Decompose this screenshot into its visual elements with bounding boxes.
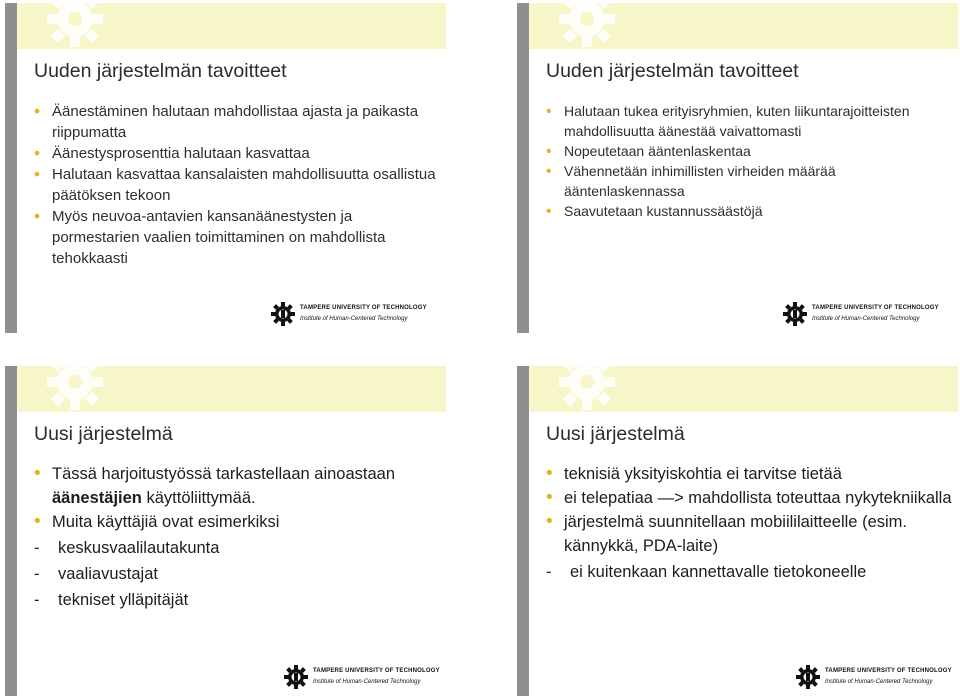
gear-watermark-icon [25, 366, 125, 412]
bullet-text: Tässä harjoitustyössä tarkastellaan ainoastaan [52, 465, 396, 483]
slide-left-bar [517, 366, 529, 696]
bullet-item: • Muita käyttäjiä ovat esimerkiksi [34, 510, 440, 534]
slide-title: Uuden järjestelmän tavoitteet [34, 60, 287, 82]
tut-footer [270, 301, 436, 327]
bullet-item: • Nopeutetaan ääntenlaskentaa [546, 141, 952, 161]
slide-left-bar [5, 3, 17, 333]
dash-marker: - [546, 563, 552, 581]
tut-logo-icon [283, 664, 309, 690]
gear-watermark-icon [537, 3, 637, 49]
bullet-list [34, 101, 440, 269]
bullet-list [546, 101, 952, 221]
bullet-item: • Vähennetään inhimillisten virheiden määrää ääntenlaskennassa [546, 161, 952, 201]
gear-watermark-icon [25, 3, 125, 49]
slide-title: Uuden järjestelmän tavoitteet [546, 60, 799, 82]
bullet-list [546, 462, 952, 584]
tut-logo-icon [782, 301, 808, 327]
dash-marker: - [34, 565, 40, 583]
bullet-item: • Halutaan kasvattaa kansalaisten mahdollisuutta osallistua päätöksen tekoon [34, 164, 440, 206]
slide-title: Uusi järjestelmä [546, 423, 685, 445]
sub-item [34, 588, 440, 612]
tut-footer [283, 664, 543, 694]
bullet-item [34, 462, 440, 510]
bullet-item: • Äänestysprosenttia halutaan kasvattaa [34, 143, 440, 164]
sub-item-text: keskusvaalilautakunta [58, 539, 220, 557]
tut-footer [795, 664, 960, 694]
bullet-item: • Saavutetaan kustannussäästöjä [546, 201, 952, 221]
bullet-list [34, 462, 440, 613]
slide-3 [5, 366, 446, 696]
sub-item [546, 560, 952, 584]
bullet-item: • järjestelmä suunnitellaan mobiililaitteelle (esim. kännykkä, PDA-laite) [546, 510, 952, 558]
institute-name: Institute of Human-Centered Technology [812, 316, 920, 322]
slide-1 [5, 3, 446, 333]
tut-logo-icon [795, 664, 821, 690]
dash-marker: - [34, 591, 40, 609]
sub-item [34, 562, 440, 586]
bullet-item: • teknisiä yksityiskohtia ei tarvitse tietää [546, 462, 952, 486]
slide-4 [517, 366, 958, 696]
sub-item-text: tekniset ylläpitäjät [58, 591, 189, 609]
sub-item-text: vaaliavustajat [58, 565, 158, 583]
university-name: TAMPERE UNIVERSITY OF TECHNOLOGY [825, 668, 952, 674]
bullet-text: käyttöliittymää. [141, 489, 256, 507]
institute-name: Institute of Human-Centered Technology [825, 679, 933, 685]
bullet-text-bold: äänestäjien [52, 489, 142, 507]
slide-left-bar [517, 3, 529, 333]
slide-2 [517, 3, 958, 333]
bullet-item: • Äänestäminen halutaan mahdollistaa ajasta ja paikasta riippumatta [34, 101, 440, 143]
university-name: TAMPERE UNIVERSITY OF TECHNOLOGY [300, 305, 427, 311]
slide-title: Uusi järjestelmä [34, 423, 173, 445]
institute-name: Institute of Human-Centered Technology [313, 679, 421, 685]
dash-marker: - [34, 539, 40, 557]
bullet-item: • ei telepatiaa —> mahdollista toteuttaa nykytekniikalla [546, 486, 952, 510]
tut-footer [782, 301, 948, 327]
slide-left-bar [5, 366, 17, 696]
university-name: TAMPERE UNIVERSITY OF TECHNOLOGY [313, 668, 440, 674]
sub-item-text: ei kuitenkaan kannettavalle tietokoneelle [570, 563, 867, 581]
university-name: TAMPERE UNIVERSITY OF TECHNOLOGY [812, 305, 939, 311]
bullet-item: • Myös neuvoa-antavien kansanäänestysten ja pormestarien vaalien toimittaminen on mahdollista tehokkaasti [34, 206, 440, 269]
sub-item [34, 536, 440, 560]
tut-logo-icon [270, 301, 296, 327]
gear-watermark-icon [537, 366, 637, 412]
bullet-item: • Halutaan tukea erityisryhmien, kuten liikuntarajoitteisten mahdollisuutta äänestää vaivattomasti [546, 101, 952, 141]
institute-name: Institute of Human-Centered Technology [300, 316, 408, 322]
